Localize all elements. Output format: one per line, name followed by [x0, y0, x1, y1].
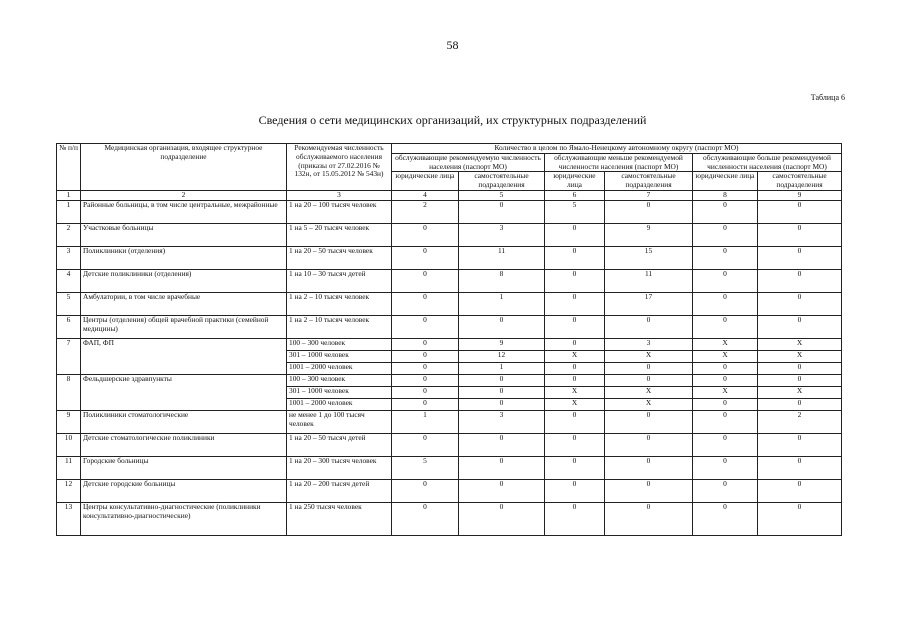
count-cell: 1 — [459, 292, 545, 315]
count-cell: 0 — [392, 502, 459, 535]
count-cell: 0 — [459, 433, 545, 456]
count-cell: 3 — [459, 223, 545, 246]
recommended-population: 1 на 2 – 10 тысяч человек — [287, 292, 392, 315]
count-cell: 0 — [459, 456, 545, 479]
count-cell: 0 — [693, 315, 758, 338]
count-cell: 0 — [605, 200, 693, 223]
recommended-population: 1001 – 2000 человек — [287, 398, 392, 410]
count-cell: 0 — [693, 362, 758, 374]
count-cell: 2 — [758, 410, 842, 433]
medical-network-table — [56, 143, 842, 536]
column-number: 9 — [758, 190, 842, 200]
count-cell: 1 — [459, 362, 545, 374]
organization-name: Городские больницы — [81, 456, 287, 479]
count-cell: 0 — [545, 362, 605, 374]
table-row — [57, 269, 842, 292]
count-cell: Х — [605, 386, 693, 398]
organization-name: Участковые больницы — [81, 223, 287, 246]
count-cell: Х — [693, 350, 758, 362]
count-cell: 0 — [693, 246, 758, 269]
count-cell: 0 — [459, 200, 545, 223]
count-cell: 0 — [545, 502, 605, 535]
count-cell: 0 — [545, 456, 605, 479]
count-cell: Х — [693, 386, 758, 398]
column-number: 1 — [57, 190, 81, 200]
count-cell: 0 — [392, 338, 459, 350]
table-row — [57, 456, 842, 479]
row-number: 1 — [57, 200, 81, 223]
count-cell: 0 — [693, 479, 758, 502]
count-cell: 0 — [545, 433, 605, 456]
header-recommended: Рекомендуемая численность обслуживаемого населения (приказы от 27.02.2016 № 132н, от 15.05.2012 № 543н) — [287, 144, 392, 191]
count-cell: Х — [758, 338, 842, 350]
recommended-population: 1001 – 2000 человек — [287, 362, 392, 374]
header-group-more: обслуживающие больше рекомендуемой численности населения (паспорт МО) — [693, 153, 842, 172]
count-cell: 3 — [459, 410, 545, 433]
column-number: 8 — [693, 190, 758, 200]
row-number: 7 — [57, 338, 81, 374]
count-cell: 0 — [693, 374, 758, 386]
count-cell: 0 — [693, 433, 758, 456]
count-cell: 0 — [693, 398, 758, 410]
table-label: Таблица 6 — [810, 93, 845, 102]
count-cell: 0 — [605, 479, 693, 502]
table-row — [57, 433, 842, 456]
table-row — [57, 315, 842, 338]
column-number: 4 — [392, 190, 459, 200]
count-cell: Х — [545, 350, 605, 362]
row-number: 12 — [57, 479, 81, 502]
header-legal: юридические лица — [693, 172, 758, 191]
header-num: № п/п — [57, 144, 81, 191]
count-cell: 0 — [392, 362, 459, 374]
table-row — [57, 479, 842, 502]
column-number: 5 — [459, 190, 545, 200]
recommended-population: 1 на 2 – 10 тысяч человек — [287, 315, 392, 338]
count-cell: 0 — [758, 223, 842, 246]
count-cell: 0 — [605, 410, 693, 433]
recommended-population: 1 на 5 – 20 тысяч человек — [287, 223, 392, 246]
count-cell: 0 — [605, 374, 693, 386]
count-cell: 0 — [758, 269, 842, 292]
count-cell: 2 — [392, 200, 459, 223]
table-row — [57, 338, 842, 350]
count-cell: 0 — [392, 292, 459, 315]
count-cell: 0 — [459, 374, 545, 386]
count-cell: 0 — [392, 246, 459, 269]
count-cell: 0 — [758, 433, 842, 456]
count-cell: 0 — [758, 502, 842, 535]
organization-name: ФАП, ФП — [81, 338, 287, 374]
count-cell: 0 — [758, 246, 842, 269]
count-cell: 9 — [605, 223, 693, 246]
count-cell: 0 — [459, 398, 545, 410]
count-cell: 9 — [459, 338, 545, 350]
count-cell: 1 — [392, 410, 459, 433]
recommended-population: 301 – 1000 человек — [287, 386, 392, 398]
organization-name: Поликлиники (отделения) — [81, 246, 287, 269]
organization-name: Амбулатории, в том числе врачебные — [81, 292, 287, 315]
count-cell: 0 — [392, 374, 459, 386]
count-cell: 0 — [545, 246, 605, 269]
table-row — [57, 200, 842, 223]
count-cell: 0 — [545, 338, 605, 350]
count-cell: Х — [758, 386, 842, 398]
count-cell: 0 — [693, 269, 758, 292]
row-number: 6 — [57, 315, 81, 338]
count-cell: 0 — [459, 315, 545, 338]
count-cell: 0 — [392, 269, 459, 292]
count-cell: 0 — [758, 200, 842, 223]
row-number: 8 — [57, 374, 81, 410]
count-cell: 0 — [693, 292, 758, 315]
count-cell: 0 — [392, 479, 459, 502]
column-number: 6 — [545, 190, 605, 200]
count-cell: Х — [545, 386, 605, 398]
table-row — [57, 223, 842, 246]
recommended-population: 1 на 20 – 200 тысяч детей — [287, 479, 392, 502]
count-cell: 0 — [693, 223, 758, 246]
column-number: 7 — [605, 190, 693, 200]
count-cell: Х — [758, 350, 842, 362]
count-cell: 0 — [545, 374, 605, 386]
organization-name: Детские поликлиники (отделения) — [81, 269, 287, 292]
count-cell: Х — [545, 398, 605, 410]
organization-name: Центры (отделения) общей врачебной практики (семейной медицины) — [81, 315, 287, 338]
recommended-population: 1 на 20 – 50 тысяч детей — [287, 433, 392, 456]
count-cell: 0 — [392, 433, 459, 456]
header-legal: юридические лица — [392, 172, 459, 191]
count-cell: 0 — [459, 386, 545, 398]
recommended-population: 1 на 10 – 30 тысяч детей — [287, 269, 392, 292]
count-cell: 0 — [392, 386, 459, 398]
organization-name: Центры консультативно-диагностические (поликлиники консультативно-диагностические) — [81, 502, 287, 535]
count-cell: 0 — [605, 502, 693, 535]
count-cell: 17 — [605, 292, 693, 315]
count-cell: Х — [605, 398, 693, 410]
header-organization: Медицинская организация, входящее структурное подразделение — [81, 144, 287, 191]
table-title: Сведения о сети медицинских организаций, их структурных подразделений — [258, 113, 647, 127]
count-cell: 0 — [693, 456, 758, 479]
row-number: 5 — [57, 292, 81, 315]
header-group-recommended: обслуживающие рекомендуемую численность населения (паспорт МО) — [392, 153, 545, 172]
header-units: самостоятельные подразделения — [605, 172, 693, 191]
count-cell: 3 — [605, 338, 693, 350]
organization-name: Районные больницы, в том числе центральные, межрайонные — [81, 200, 287, 223]
table-row — [57, 410, 842, 433]
count-cell: 0 — [545, 223, 605, 246]
count-cell: 0 — [605, 433, 693, 456]
count-cell: 5 — [545, 200, 605, 223]
count-cell: 0 — [693, 410, 758, 433]
recommended-population: 1 на 20 – 300 тысяч человек — [287, 456, 392, 479]
count-cell: 0 — [392, 315, 459, 338]
count-cell: 0 — [392, 223, 459, 246]
page-number: 58 — [446, 38, 459, 52]
count-cell: 0 — [693, 200, 758, 223]
count-cell: 0 — [758, 315, 842, 338]
organization-name: Детские стоматологические поликлиники — [81, 433, 287, 456]
count-cell: 0 — [545, 479, 605, 502]
count-cell: 0 — [758, 479, 842, 502]
count-cell: 0 — [605, 315, 693, 338]
row-number: 13 — [57, 502, 81, 535]
table-row — [57, 374, 842, 386]
recommended-population: 100 – 300 человек — [287, 374, 392, 386]
count-cell: 8 — [459, 269, 545, 292]
count-cell: 0 — [605, 456, 693, 479]
column-number: 2 — [81, 190, 287, 200]
recommended-population: 301 – 1000 человек — [287, 350, 392, 362]
count-cell: 11 — [605, 269, 693, 292]
row-number: 11 — [57, 456, 81, 479]
row-number: 2 — [57, 223, 81, 246]
count-cell: 0 — [392, 398, 459, 410]
count-cell: 0 — [545, 292, 605, 315]
count-cell: 0 — [693, 502, 758, 535]
count-cell: Х — [605, 350, 693, 362]
count-cell: 0 — [758, 292, 842, 315]
count-cell: 0 — [392, 350, 459, 362]
count-cell: 0 — [459, 502, 545, 535]
row-number: 4 — [57, 269, 81, 292]
count-cell: 0 — [758, 456, 842, 479]
count-cell: 0 — [758, 398, 842, 410]
row-number: 3 — [57, 246, 81, 269]
recommended-population: 1 на 20 – 50 тысяч человек — [287, 246, 392, 269]
column-number: 3 — [287, 190, 392, 200]
header-legal: юридические лица — [545, 172, 605, 191]
row-number: 9 — [57, 410, 81, 433]
count-cell: 15 — [605, 246, 693, 269]
recommended-population: не менее 1 до 100 тысяч человек — [287, 410, 392, 433]
organization-name: Фельдшерские здравпункты — [81, 374, 287, 410]
count-cell: 0 — [459, 479, 545, 502]
count-cell: 11 — [459, 246, 545, 269]
count-cell: 5 — [392, 456, 459, 479]
row-number: 10 — [57, 433, 81, 456]
header-units: самостоятельные подразделения — [459, 172, 545, 191]
count-cell: 0 — [758, 362, 842, 374]
count-cell: 0 — [545, 315, 605, 338]
count-cell: Х — [693, 338, 758, 350]
count-cell: 0 — [545, 269, 605, 292]
count-cell: 0 — [605, 362, 693, 374]
recommended-population: 1 на 250 тысяч человек — [287, 502, 392, 535]
header-units: самостоятельные подразделения — [758, 172, 842, 191]
count-cell: 0 — [758, 374, 842, 386]
organization-name: Поликлиники стоматологические — [81, 410, 287, 433]
header-total: Количество в целом по Ямало-Ненецкому автономному округу (паспорт МО) — [392, 144, 842, 154]
table-row — [57, 502, 842, 535]
table-body — [57, 200, 842, 535]
count-cell: 0 — [545, 410, 605, 433]
table-row — [57, 246, 842, 269]
count-cell: 12 — [459, 350, 545, 362]
recommended-population: 100 – 300 человек — [287, 338, 392, 350]
recommended-population: 1 на 20 – 100 тысяч человек — [287, 200, 392, 223]
organization-name: Детские городские больницы — [81, 479, 287, 502]
table-row — [57, 292, 842, 315]
header-group-less: обслуживающие меньше рекомендуемой численности населения (паспорт МО) — [545, 153, 693, 172]
